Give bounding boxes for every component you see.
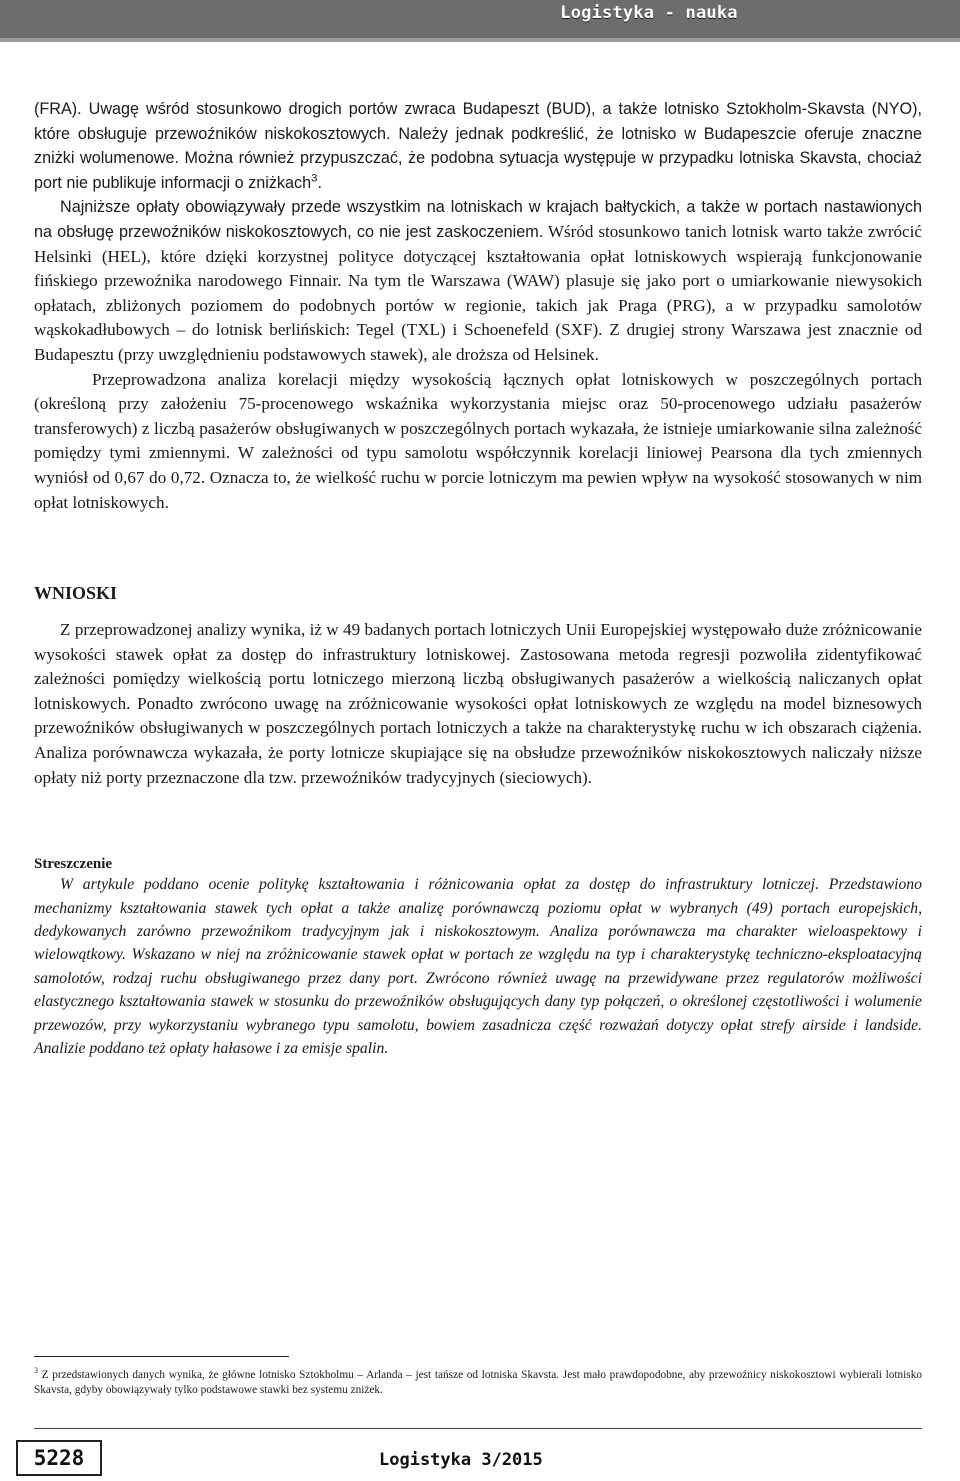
paragraph-1 bbox=[34, 97, 922, 195]
paragraph-3: Przeprowadzona analiza korelacji między wysokością łącznych opłat lotniskowych w poszczególnych portach (określoną przy założeniu 75-procenowego wskaźnika wykorzystania miejsc oraz 50-procenowego udziału pasażerów transferowych) z liczbą pasażerów obsługiwanych w poszczególnych portach wykazała, że istnieje umiarkowanie silna zależność pomiędzy tymi zmiennymi. W zależności od typu samolotu współczynnik korelacji liniowej Pearsona dla tych zmiennych wyniósł od 0,67 do 0,72. Oznacza to, że wielkość ruchu w porcie lotniczym ma pewien wpływ na wysokość stosowanych w nim opłat lotniskowych. bbox=[34, 369, 922, 512]
abstract-heading: Streszczenie bbox=[34, 856, 113, 873]
footnote bbox=[34, 1368, 922, 1397]
abstract-paragraph: W artykule poddano ocenie politykę kształtowania i różnicowania opłat za dostęp do infrastruktury lotniczej. Przedstawiono mechanizmy kształtowania stawek tych opłat a także analizę porównawczą poziomu opłat w wybranych (49) portach europejskich, dedykowanych zarówno przewoźnikom tradycyjnym jak i niskokosztowym. Analiza porównawcza ma charakter wieloaspektowy i wielowątkowy. Wskazano w niej na zróżnicowanie stawek opłat w portach ze względu na typ i charakterystykę techniczno-eksploatacyjną samolotów, rodzaj ruchu obsługiwanego przez dany port. Zwrócono również uwagę na przewidywane przez regulatorów możliwości elastycznego kształtowania stawek w stosunku do przewoźników obsługujących dany typ połączeń, o określonej częstotliwości i wolumenie przewozów, przy wykorzystaniu wybranego typu samolotu, bowiem zasadnicza część rozważań dotyczy opłat strefy airside i landside. Analizie poddano też opłaty hałasowe i za emisje spalin. bbox=[34, 876, 922, 1058]
conclusions-paragraph: Z przeprowadzonej analizy wynika, iż w 49 badanych portach lotniczych Unii Europejskiej występowało duże zróżnicowanie wysokości stawek opłat za dostęp do infrastruktury lotniskowej. Zastosowana metoda regresji pozwoliła zidentyfikować zależności pomiędzy wielkością portu lotniczego mierzoną liczbą obsługiwanych pasażerów a wielkością naliczanych opłat lotniskowych. Ponadto zwrócono uwagę na zróżnicowanie wysokości opłat lotniskowych ze względu na model biznesowych przewoźników obsługiwanych w poszczególnych portach lotniczych a także na charakterystykę ruchu w ich obszarach ciążenia. Analiza porównawcza wykazała, że porty lotnicze skupiające się na obsłudze przewoźników niskokosztowych naliczały niższe opłaty niż porty przeznaczone dla tzw. przewoźników tradycyjnych (sieciowych). bbox=[34, 620, 922, 787]
paragraph-1-text: (FRA). Uwagę wśród stosunkowo drogich portów zwraca Budapeszt (BUD), a także lotnisko Sztokholm-Skavsta (NYO), które obsługuje przewoźników niskokosztowych. Należy jednak podkreślić, że lotnisko w Budapeszcie oferuje znaczne zniżki wolumenowe. Można również przypuszczać, że podobna sytuacja występuje w przypadku lotniska Skavsta, chociaż port nie publikuje informacji o zniżkach bbox=[34, 100, 922, 192]
footnote-text: Z przedstawionych danych wynika, że główne lotnisko Sztokholmu – Arlanda – jest tańsze od lotniska Skavsta. Jest mało prawdopodobne, aby przewoźnicy niskokosztowi wybierali lotnisko Skavsta, gdyby obowiązywały tylko podstawowe stawki bez systemu zniżek. bbox=[34, 1369, 922, 1396]
page-number: 5228 bbox=[16, 1440, 102, 1476]
paragraph-2-sans-text: Najniższe opłaty obowiązywały przede wszystkim na lotniskach w krajach bałtyckich, a także w portach nastawionych na obsługę przewoźników niskokosztowych, co nie jest zaskoczeniem. bbox=[34, 198, 922, 241]
paragraph-2 bbox=[34, 195, 922, 367]
paragraph-1-end: . bbox=[317, 173, 322, 192]
footer-divider bbox=[34, 1428, 922, 1429]
running-header-title: Logistyka - nauka bbox=[560, 3, 738, 23]
article-body bbox=[34, 97, 922, 1061]
paragraph-2-text: Wśród stosunkowo tanich lotnisk warto także zwrócić Helsinki (HEL), które dzięki korzystnej polityce dotyczącej kształtowania opłat lotniskowych wspierają funkcjonowanie fińskiego przewoźnika narodowego Finnair. Na tym tle Warszawa (WAW) plasuje się jako port o umiarkowanie niewysokich opłatach, zbliżonych poziomem do podobnych portów w regionie, takich jak Praga (PRG), a w przypadku samolotów wąskokadłubowych – do lotnisk berlińskich: Tegel (TXL) i Schoenefeld (SXF). Z drugiej strony Warszawa jest znacznie od Budapesztu (przy uwzględnieniu podstawowych stawek), ale droższa od Helsinek. bbox=[34, 221, 922, 364]
conclusions-heading: WNIOSKI bbox=[34, 583, 118, 604]
footnote-reference[interactable]: 3 bbox=[311, 172, 318, 185]
footnote-marker: 3 bbox=[34, 1366, 38, 1376]
footnote-divider bbox=[34, 1356, 289, 1357]
journal-issue: Logistyka 3/2015 bbox=[379, 1450, 543, 1470]
header-divider bbox=[0, 38, 960, 42]
